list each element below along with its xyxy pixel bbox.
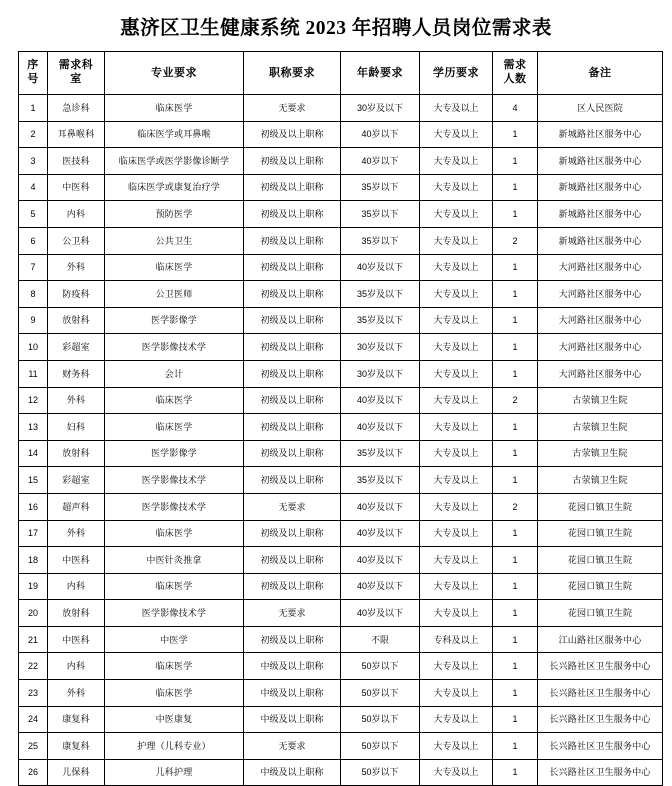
cell-job-title: 初级及以上职称 — [244, 227, 341, 254]
table-row — [19, 759, 663, 786]
cell-count: 1 — [493, 653, 538, 680]
table-row — [19, 440, 663, 467]
cell-major: 中医学 — [105, 626, 244, 653]
cell-major: 公共卫生 — [105, 227, 244, 254]
table-row — [19, 387, 663, 414]
table-row — [19, 573, 663, 600]
cell-department: 放射科 — [48, 440, 105, 467]
cell-major: 医学影像技术学 — [105, 493, 244, 520]
cell-department: 彩超室 — [48, 334, 105, 361]
column-header-major: 专业要求 — [105, 52, 244, 95]
cell-age: 40岁及以下 — [341, 414, 420, 441]
cell-age: 50岁以下 — [341, 680, 420, 707]
cell-remark: 花园口镇卫生院 — [538, 573, 663, 600]
cell-job-title: 初级及以上职称 — [244, 334, 341, 361]
table-row — [19, 600, 663, 627]
cell-remark: 长兴路社区卫生服务中心 — [538, 680, 663, 707]
cell-education: 大专及以上 — [420, 281, 493, 308]
cell-age: 40岁及以下 — [341, 520, 420, 547]
cell-count: 1 — [493, 573, 538, 600]
cell-major: 临床医学或耳鼻喉 — [105, 121, 244, 148]
cell-count: 1 — [493, 254, 538, 281]
cell-count: 1 — [493, 307, 538, 334]
cell-count: 1 — [493, 600, 538, 627]
cell-job-title: 初级及以上职称 — [244, 467, 341, 494]
cell-index: 25 — [19, 733, 48, 760]
cell-department: 外科 — [48, 680, 105, 707]
table-header — [19, 52, 663, 95]
cell-job-title: 初级及以上职称 — [244, 573, 341, 600]
cell-department: 防疫科 — [48, 281, 105, 308]
cell-education: 大专及以上 — [420, 573, 493, 600]
cell-department: 内科 — [48, 573, 105, 600]
cell-education: 大专及以上 — [420, 440, 493, 467]
cell-major: 预防医学 — [105, 201, 244, 228]
table-row — [19, 547, 663, 574]
cell-age: 40岁以下 — [341, 121, 420, 148]
cell-education: 大专及以上 — [420, 733, 493, 760]
cell-index: 1 — [19, 95, 48, 122]
column-header-job-title: 职称要求 — [244, 52, 341, 95]
cell-major: 护理（儿科专业） — [105, 733, 244, 760]
cell-education: 大专及以上 — [420, 307, 493, 334]
cell-index: 26 — [19, 759, 48, 786]
cell-count: 1 — [493, 440, 538, 467]
cell-age: 40岁以下 — [341, 148, 420, 175]
column-header-count-line1: 需求 — [503, 59, 527, 72]
cell-count: 2 — [493, 227, 538, 254]
cell-remark: 花园口镇卫生院 — [538, 600, 663, 627]
cell-education: 大专及以上 — [420, 174, 493, 201]
cell-count: 1 — [493, 520, 538, 547]
cell-education: 大专及以上 — [420, 520, 493, 547]
cell-age: 40岁及以下 — [341, 600, 420, 627]
cell-count: 1 — [493, 414, 538, 441]
cell-age: 35岁及以下 — [341, 467, 420, 494]
cell-job-title: 初级及以上职称 — [244, 520, 341, 547]
cell-education: 大专及以上 — [420, 334, 493, 361]
cell-remark: 长兴路社区卫生服务中心 — [538, 759, 663, 786]
cell-job-title: 初级及以上职称 — [244, 121, 341, 148]
cell-age: 40岁及以下 — [341, 573, 420, 600]
cell-age: 35岁及以下 — [341, 440, 420, 467]
cell-age: 50岁以下 — [341, 759, 420, 786]
table-row — [19, 706, 663, 733]
cell-count: 1 — [493, 680, 538, 707]
cell-major: 临床医学或康复治疗学 — [105, 174, 244, 201]
cell-job-title: 初级及以上职称 — [244, 254, 341, 281]
cell-education: 大专及以上 — [420, 680, 493, 707]
cell-age: 30岁及以下 — [341, 360, 420, 387]
cell-job-title: 无要求 — [244, 493, 341, 520]
cell-index: 12 — [19, 387, 48, 414]
cell-index: 13 — [19, 414, 48, 441]
table-row — [19, 281, 663, 308]
cell-major: 医学影像技术学 — [105, 600, 244, 627]
cell-age: 40岁及以下 — [341, 254, 420, 281]
table-row — [19, 414, 663, 441]
cell-age: 35岁以下 — [341, 201, 420, 228]
cell-major: 儿科护理 — [105, 759, 244, 786]
cell-index: 23 — [19, 680, 48, 707]
cell-age: 不限 — [341, 626, 420, 653]
cell-index: 8 — [19, 281, 48, 308]
cell-index: 9 — [19, 307, 48, 334]
cell-remark: 古荥镇卫生院 — [538, 440, 663, 467]
column-header-index — [19, 52, 48, 95]
page-title: 惠济区卫生健康系统 2023 年招聘人员岗位需求表 — [120, 18, 552, 39]
cell-major: 临床医学 — [105, 414, 244, 441]
cell-remark: 新城路社区服务中心 — [538, 227, 663, 254]
cell-index: 5 — [19, 201, 48, 228]
cell-major: 会计 — [105, 360, 244, 387]
cell-count: 4 — [493, 95, 538, 122]
cell-age: 40岁及以下 — [341, 493, 420, 520]
cell-major: 临床医学 — [105, 95, 244, 122]
cell-remark: 区人民医院 — [538, 95, 663, 122]
cell-count: 1 — [493, 706, 538, 733]
cell-remark: 长兴路社区卫生服务中心 — [538, 653, 663, 680]
cell-job-title: 无要求 — [244, 733, 341, 760]
cell-count: 1 — [493, 201, 538, 228]
cell-count: 1 — [493, 626, 538, 653]
cell-job-title: 中级及以上职称 — [244, 680, 341, 707]
cell-age: 35岁及以下 — [341, 307, 420, 334]
cell-remark: 长兴路社区卫生服务中心 — [538, 706, 663, 733]
cell-major: 临床医学 — [105, 653, 244, 680]
table-row — [19, 493, 663, 520]
cell-remark: 古荥镇卫生院 — [538, 387, 663, 414]
cell-job-title: 初级及以上职称 — [244, 307, 341, 334]
cell-count: 2 — [493, 493, 538, 520]
cell-department: 耳鼻喉科 — [48, 121, 105, 148]
cell-job-title: 初级及以上职称 — [244, 387, 341, 414]
cell-age: 30岁及以下 — [341, 334, 420, 361]
table-row — [19, 148, 663, 175]
table-row — [19, 307, 663, 334]
cell-job-title: 中级及以上职称 — [244, 653, 341, 680]
cell-job-title: 中级及以上职称 — [244, 759, 341, 786]
cell-count: 1 — [493, 360, 538, 387]
column-header-count-line2: 人数 — [503, 73, 527, 85]
cell-job-title: 初级及以上职称 — [244, 440, 341, 467]
cell-education: 大专及以上 — [420, 706, 493, 733]
cell-count: 1 — [493, 121, 538, 148]
cell-job-title: 无要求 — [244, 600, 341, 627]
cell-age: 35岁及以下 — [341, 281, 420, 308]
cell-major: 医学影像学 — [105, 440, 244, 467]
table-row — [19, 174, 663, 201]
cell-major: 公卫医师 — [105, 281, 244, 308]
cell-job-title: 初级及以上职称 — [244, 281, 341, 308]
cell-education: 大专及以上 — [420, 201, 493, 228]
cell-remark: 花园口镇卫生院 — [538, 520, 663, 547]
cell-age: 50岁以下 — [341, 653, 420, 680]
cell-job-title: 无要求 — [244, 95, 341, 122]
column-header-department-line2: 室 — [70, 73, 82, 85]
cell-department: 康复科 — [48, 706, 105, 733]
cell-index: 21 — [19, 626, 48, 653]
cell-department: 内科 — [48, 653, 105, 680]
cell-job-title: 初级及以上职称 — [244, 414, 341, 441]
cell-department: 医技科 — [48, 148, 105, 175]
table-header-row — [19, 52, 663, 95]
cell-index: 22 — [19, 653, 48, 680]
table-row — [19, 653, 663, 680]
table-row — [19, 227, 663, 254]
cell-remark: 古荥镇卫生院 — [538, 467, 663, 494]
cell-remark: 江山路社区服务中心 — [538, 626, 663, 653]
column-header-education: 学历要求 — [420, 52, 493, 95]
cell-remark: 大河路社区服务中心 — [538, 307, 663, 334]
column-header-count — [493, 52, 538, 95]
cell-count: 1 — [493, 174, 538, 201]
table-row — [19, 626, 663, 653]
cell-remark: 大河路社区服务中心 — [538, 360, 663, 387]
cell-remark: 新城路社区服务中心 — [538, 148, 663, 175]
cell-department: 外科 — [48, 520, 105, 547]
cell-education: 大专及以上 — [420, 121, 493, 148]
column-header-remark: 备注 — [538, 52, 663, 95]
cell-major: 临床医学 — [105, 254, 244, 281]
cell-index: 11 — [19, 360, 48, 387]
cell-index: 15 — [19, 467, 48, 494]
cell-remark: 新城路社区服务中心 — [538, 201, 663, 228]
cell-major: 医学影像技术学 — [105, 334, 244, 361]
cell-education: 大专及以上 — [420, 600, 493, 627]
cell-remark: 长兴路社区卫生服务中心 — [538, 733, 663, 760]
cell-index: 14 — [19, 440, 48, 467]
cell-job-title: 初级及以上职称 — [244, 148, 341, 175]
cell-index: 24 — [19, 706, 48, 733]
cell-remark: 大河路社区服务中心 — [538, 281, 663, 308]
cell-major: 中医针灸推拿 — [105, 547, 244, 574]
cell-education: 大专及以上 — [420, 493, 493, 520]
cell-department: 外科 — [48, 254, 105, 281]
cell-count: 1 — [493, 759, 538, 786]
column-header-index-line2: 号 — [27, 73, 39, 85]
table-row — [19, 467, 663, 494]
cell-index: 18 — [19, 547, 48, 574]
cell-education: 大专及以上 — [420, 227, 493, 254]
cell-job-title: 初级及以上职称 — [244, 360, 341, 387]
cell-remark: 大河路社区服务中心 — [538, 334, 663, 361]
cell-index: 3 — [19, 148, 48, 175]
table-row — [19, 334, 663, 361]
cell-age: 50岁以下 — [341, 706, 420, 733]
cell-job-title: 初级及以上职称 — [244, 547, 341, 574]
cell-department: 急诊科 — [48, 95, 105, 122]
cell-remark: 新城路社区服务中心 — [538, 121, 663, 148]
cell-department: 中医科 — [48, 174, 105, 201]
table-row — [19, 360, 663, 387]
cell-department: 财务科 — [48, 360, 105, 387]
cell-age: 35岁以下 — [341, 174, 420, 201]
column-header-department — [48, 52, 105, 95]
cell-age: 40岁及以下 — [341, 387, 420, 414]
cell-major: 临床医学或医学影像诊断学 — [105, 148, 244, 175]
cell-department: 中医科 — [48, 547, 105, 574]
cell-department: 放射科 — [48, 307, 105, 334]
cell-count: 1 — [493, 547, 538, 574]
cell-department: 妇科 — [48, 414, 105, 441]
cell-department: 儿保科 — [48, 759, 105, 786]
cell-count: 1 — [493, 334, 538, 361]
cell-education: 大专及以上 — [420, 254, 493, 281]
cell-count: 1 — [493, 148, 538, 175]
table-row — [19, 733, 663, 760]
cell-index: 2 — [19, 121, 48, 148]
cell-count: 1 — [493, 733, 538, 760]
cell-job-title: 初级及以上职称 — [244, 626, 341, 653]
cell-major: 医学影像学 — [105, 307, 244, 334]
cell-department: 康复科 — [48, 733, 105, 760]
cell-remark: 古荥镇卫生院 — [538, 414, 663, 441]
cell-education: 大专及以上 — [420, 467, 493, 494]
cell-education: 大专及以上 — [420, 360, 493, 387]
cell-remark: 花园口镇卫生院 — [538, 547, 663, 574]
cell-department: 彩超室 — [48, 467, 105, 494]
cell-index: 4 — [19, 174, 48, 201]
cell-index: 16 — [19, 493, 48, 520]
cell-index: 17 — [19, 520, 48, 547]
cell-major: 临床医学 — [105, 573, 244, 600]
cell-age: 50岁以下 — [341, 733, 420, 760]
cell-remark: 新城路社区服务中心 — [538, 174, 663, 201]
cell-department: 公卫科 — [48, 227, 105, 254]
cell-department: 中医科 — [48, 626, 105, 653]
cell-education: 大专及以上 — [420, 759, 493, 786]
cell-index: 6 — [19, 227, 48, 254]
cell-remark: 花园口镇卫生院 — [538, 493, 663, 520]
cell-count: 1 — [493, 281, 538, 308]
cell-age: 40岁及以下 — [341, 547, 420, 574]
cell-major: 临床医学 — [105, 387, 244, 414]
cell-major: 中医康复 — [105, 706, 244, 733]
cell-count: 1 — [493, 467, 538, 494]
cell-remark: 大河路社区服务中心 — [538, 254, 663, 281]
cell-education: 大专及以上 — [420, 148, 493, 175]
cell-index: 19 — [19, 573, 48, 600]
cell-index: 10 — [19, 334, 48, 361]
cell-major: 临床医学 — [105, 680, 244, 707]
cell-education: 大专及以上 — [420, 387, 493, 414]
column-header-department-line1: 需求科 — [58, 59, 94, 72]
table-row — [19, 121, 663, 148]
recruitment-requirements-table — [18, 51, 663, 786]
table-row — [19, 520, 663, 547]
cell-department: 超声科 — [48, 493, 105, 520]
cell-education: 专科及以上 — [420, 626, 493, 653]
cell-age: 35岁以下 — [341, 227, 420, 254]
column-header-age: 年龄要求 — [341, 52, 420, 95]
table-row — [19, 95, 663, 122]
cell-education: 大专及以上 — [420, 414, 493, 441]
cell-job-title: 中级及以上职称 — [244, 706, 341, 733]
table-row — [19, 680, 663, 707]
cell-index: 20 — [19, 600, 48, 627]
cell-department: 内科 — [48, 201, 105, 228]
cell-job-title: 初级及以上职称 — [244, 201, 341, 228]
cell-department: 外科 — [48, 387, 105, 414]
cell-major: 临床医学 — [105, 520, 244, 547]
table-row — [19, 201, 663, 228]
cell-major: 医学影像技术学 — [105, 467, 244, 494]
cell-education: 大专及以上 — [420, 547, 493, 574]
cell-education: 大专及以上 — [420, 95, 493, 122]
column-header-index-line1: 序 — [27, 59, 39, 72]
cell-index: 7 — [19, 254, 48, 281]
cell-education: 大专及以上 — [420, 653, 493, 680]
cell-department: 放射科 — [48, 600, 105, 627]
table-row — [19, 254, 663, 281]
cell-count: 2 — [493, 387, 538, 414]
cell-job-title: 初级及以上职称 — [244, 174, 341, 201]
cell-age: 30岁及以下 — [341, 95, 420, 122]
table-body — [19, 95, 663, 786]
